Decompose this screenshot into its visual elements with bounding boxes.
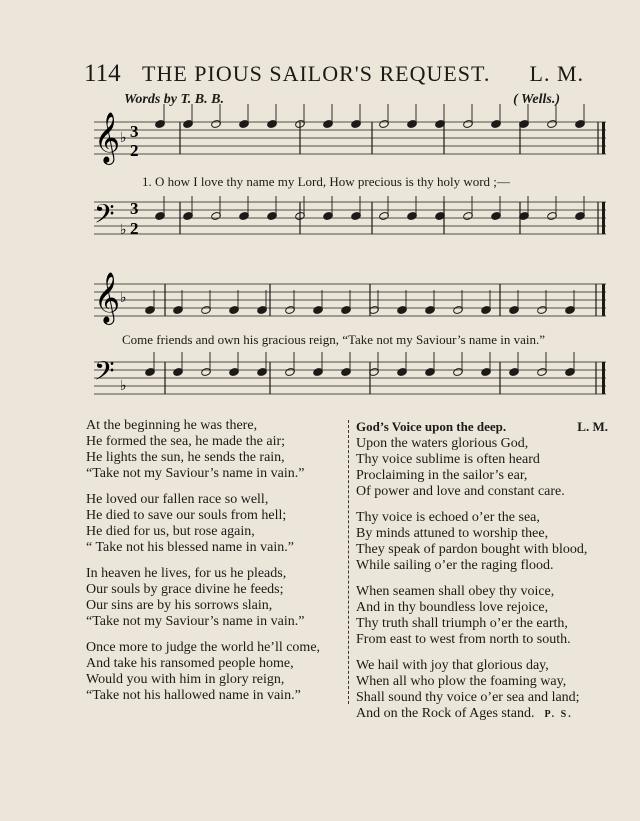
verse-line: From east to west from north to south. bbox=[356, 632, 571, 647]
verse-line: Once more to judge the world he’ll come, bbox=[86, 640, 321, 655]
svg-text:♭: ♭ bbox=[120, 378, 127, 394]
column-divider bbox=[348, 420, 349, 704]
end-bar bbox=[602, 122, 605, 154]
stanza bbox=[86, 566, 356, 630]
verse-line: He lights the sun, he sends the rain, bbox=[86, 450, 285, 465]
left-column-verses bbox=[86, 418, 356, 714]
svg-text:♭: ♭ bbox=[120, 222, 127, 238]
verse-line: Our souls by grace divine he feeds; bbox=[86, 582, 284, 597]
verse-line: Proclaiming in the sailor’s ear, bbox=[356, 468, 528, 483]
verse-line: He died for us, but rose again, bbox=[86, 524, 255, 539]
verse-line: We hail with joy that glorious day, bbox=[356, 658, 549, 673]
verse-line: When seamen shall obey thy voice, bbox=[356, 584, 555, 599]
svg-text:𝄢: 𝄢 bbox=[94, 355, 115, 393]
verse-line: “Take not his hallowed name in vain.” bbox=[86, 688, 301, 703]
verse-line: At the beginning he was there, bbox=[86, 418, 258, 433]
second-hymn-name: God’s Voice upon the deep. bbox=[356, 419, 507, 434]
end-bar bbox=[602, 202, 605, 234]
lyric-line-1: 1. O how I love thy name my Lord, How precious is thy holy word ;— bbox=[142, 174, 510, 189]
verse-line bbox=[356, 706, 618, 722]
verse-line: Shall sound thy voice o’er sea and land; bbox=[356, 690, 580, 705]
verse-text: And on the Rock of Ages stand. bbox=[356, 706, 535, 721]
verse-line: He formed the sea, he made the air; bbox=[86, 434, 286, 449]
svg-text:𝄞: 𝄞 bbox=[94, 112, 121, 163]
end-bar bbox=[602, 284, 605, 316]
svg-text:2: 2 bbox=[130, 141, 139, 160]
verse-line: When all who plow the foaming way, bbox=[356, 674, 567, 689]
verse-line: “ Take not his blessed name in vain.” bbox=[86, 540, 294, 555]
svg-text:♭: ♭ bbox=[120, 130, 127, 146]
verse-line: “Take not my Saviour’s name in vain.” bbox=[86, 466, 305, 481]
verse-line: Thy truth shall triumph o’er the earth, bbox=[356, 616, 568, 631]
words-credit: Words by T. B. B. bbox=[124, 92, 224, 107]
time-signature bbox=[130, 122, 139, 238]
verse-line: “Take not my Saviour’s name in vain.” bbox=[86, 614, 305, 629]
verse-line: They speak of pardon bought with blood, bbox=[356, 542, 588, 557]
second-hymn-meter: L. M. bbox=[577, 419, 608, 434]
verse-line: Of power and love and constant care. bbox=[356, 484, 565, 499]
svg-text:𝄢: 𝄢 bbox=[94, 198, 115, 236]
verse-line: While sailing o’er the raging flood. bbox=[356, 558, 554, 573]
svg-text:2: 2 bbox=[130, 219, 139, 238]
stanza bbox=[86, 492, 356, 556]
svg-text:𝄞: 𝄞 bbox=[94, 272, 121, 323]
stanza bbox=[86, 418, 356, 482]
svg-text:3: 3 bbox=[130, 122, 139, 141]
svg-text:3: 3 bbox=[130, 199, 139, 218]
verse-line: Would you with him in glory reign, bbox=[86, 672, 285, 687]
flat-sign-icon bbox=[120, 130, 127, 394]
verse-line: And take his ransomed people home, bbox=[86, 656, 294, 671]
verse-line: And in thy boundless love rejoice, bbox=[356, 600, 549, 615]
stanza bbox=[86, 640, 356, 704]
author-signature: P. S. bbox=[544, 709, 573, 720]
lyric-line-2: Come friends and own his gracious reign, “Take not my Saviour’s name in vain.” bbox=[122, 332, 546, 347]
verse-line: He loved our fallen race so well, bbox=[86, 492, 269, 507]
stanza bbox=[356, 584, 618, 648]
stanza bbox=[356, 510, 618, 574]
stanza bbox=[356, 658, 618, 722]
verse-line: In heaven he lives, for us he pleads, bbox=[86, 566, 287, 581]
verse-line: By minds attuned to worship thee, bbox=[356, 526, 549, 541]
verse-line: Thy voice sublime is often heard bbox=[356, 452, 540, 467]
verse-line: Upon the waters glorious God, bbox=[356, 436, 529, 451]
hymn-title: THE PIOUS SAILOR'S REQUEST. bbox=[142, 61, 491, 86]
tune-name: ( Wells.) bbox=[513, 92, 560, 107]
hymn-meter: L. M. bbox=[529, 61, 584, 86]
stanza bbox=[356, 436, 618, 500]
page-number: 114 bbox=[84, 60, 121, 87]
svg-text:♭: ♭ bbox=[120, 290, 127, 306]
right-column-verses bbox=[356, 418, 618, 732]
verse-line: Our sins are by his sorrows slain, bbox=[86, 598, 273, 613]
verse-line: Thy voice is echoed o’er the sea, bbox=[356, 510, 540, 525]
second-hymn-title bbox=[356, 418, 618, 436]
end-bar bbox=[602, 362, 605, 394]
verse-line: He died to save our souls from hell; bbox=[86, 508, 287, 523]
